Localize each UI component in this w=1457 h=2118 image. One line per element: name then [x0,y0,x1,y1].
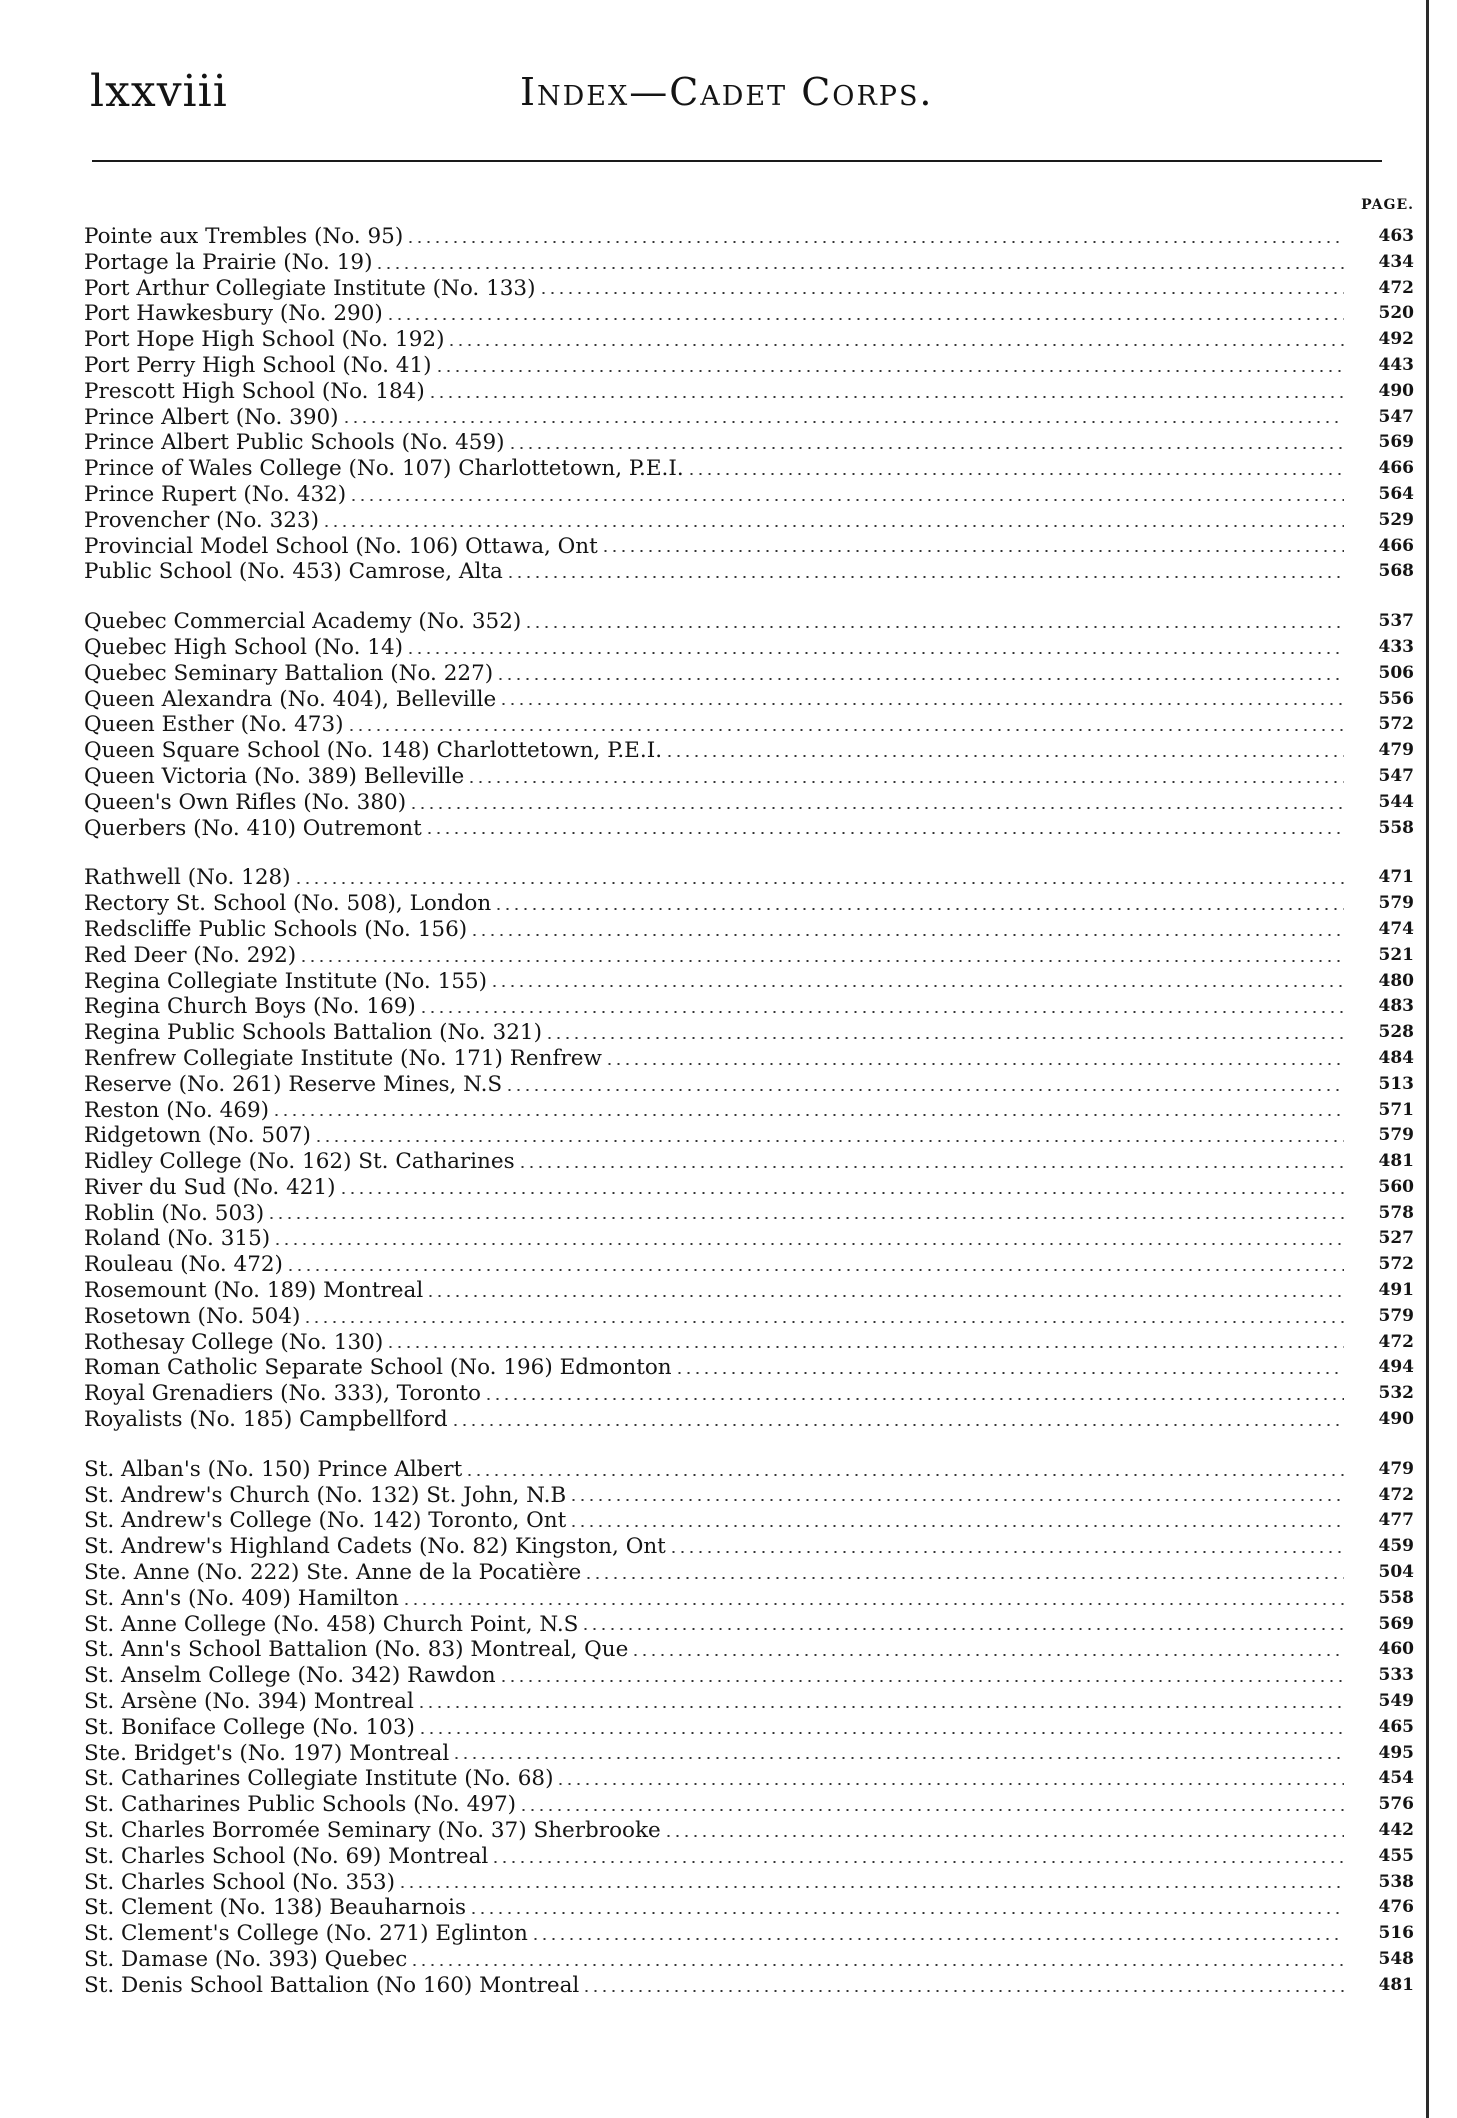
entry-name: Renfrew Collegiate Institute (No. 171) Renfrew [84,1045,602,1071]
dot-leader [582,1990,1344,1992]
dot-leader [375,267,1344,269]
dot-leader [484,1398,1344,1400]
entry-name: Port Hope High School (No. 192) [84,327,445,353]
entry-page-number: 521 [1378,944,1414,965]
entry-name: River du Sud (No. 421) [84,1174,336,1200]
dot-leader [342,421,1344,423]
entry-page-number: 472 [1378,277,1414,298]
dot-leader [435,370,1344,372]
dot-leader [303,1321,1344,1323]
index-entry [84,687,1414,713]
index-entry [84,1947,1414,1973]
entry-page-number: 460 [1378,1639,1414,1660]
index-entry [84,379,1414,405]
page-title: Index—Cadet Corps. [520,70,934,114]
entry-name: Rathwell (No. 128) [84,865,291,891]
dot-leader [669,1551,1344,1553]
entry-page-number: 572 [1378,1254,1414,1275]
entry-page-number: 576 [1378,1794,1414,1815]
entry-name: Prince Albert Public Schools (No. 459) [84,430,505,456]
entry-page-number: 527 [1378,1228,1414,1249]
index-entry [84,764,1414,790]
entry-name: Queen Esther (No. 473) [84,712,344,738]
index-entry [84,1973,1414,1999]
index-entry [84,1278,1414,1304]
entry-page-number: 472 [1378,1484,1414,1505]
entry-name: Regina Collegiate Institute (No. 155) [84,968,488,994]
entry-page-number: 532 [1378,1383,1414,1404]
index-group [84,865,1414,1433]
index-entry [84,430,1414,456]
index-entry [84,301,1414,327]
dot-leader [631,1654,1344,1656]
entry-page-number: 547 [1378,765,1414,786]
dot-leader [584,1577,1344,1579]
entry-page-number: 481 [1378,1974,1414,1995]
entry-name: Royal Grenadiers (No. 333), Toronto [84,1381,481,1407]
entry-page-number: 466 [1378,535,1414,556]
entry-name: St. Denis School Battalion (No 160) Montreal [84,1972,580,1998]
entry-name: Rectory St. School (No. 508), London [84,891,492,917]
entry-name: St. Andrew's Highland Cadets (No. 82) Kingston, Ont [84,1534,666,1560]
entry-name: Prescott High School (No. 184) [84,378,425,404]
index-entry [84,917,1414,943]
dot-leader [601,550,1344,552]
entry-page-number: 528 [1378,1022,1414,1043]
entry-page-number: 434 [1378,251,1414,272]
dot-leader [428,396,1344,398]
index-entry [84,1715,1414,1741]
dot-leader [410,1964,1344,1966]
dot-leader [386,318,1344,320]
index-entry [84,534,1414,560]
dot-leader [494,908,1344,910]
entry-name: Roblin (No. 503) [84,1200,265,1226]
entry-page-number: 579 [1378,1125,1414,1146]
entry-name: St. Alban's (No. 150) Prince Albert [84,1456,463,1482]
entry-name: Quebec Commercial Academy (No. 352) [84,609,522,635]
dot-leader [314,1140,1344,1142]
entry-name: St. Ann's School Battalion (No. 83) Montreal, Que [84,1637,629,1663]
index-entry [84,1689,1414,1715]
entry-page-number: 578 [1378,1202,1414,1223]
entry-page-number: 504 [1378,1562,1414,1583]
entry-page-number: 547 [1378,406,1414,427]
index-entry [84,969,1414,995]
index-entry [84,1201,1414,1227]
dot-leader [349,499,1344,501]
dot-leader [524,626,1344,628]
entry-page-number: 466 [1378,458,1414,479]
entry-name: Quebec Seminary Battalion (No. 227) [84,660,494,686]
entry-page-number: 479 [1378,740,1414,761]
index-entry [84,559,1414,585]
dot-leader [505,1089,1344,1091]
entry-page-number: 537 [1378,611,1414,632]
entry-page-number: 490 [1378,380,1414,401]
entry-name: St. Anne College (No. 458) Church Point, N.S [84,1611,579,1637]
entry-page-number: 538 [1378,1871,1414,1892]
dot-leader [664,1835,1344,1837]
index-entry [84,738,1414,764]
dot-leader [499,1680,1344,1682]
entry-page-number: 513 [1378,1073,1414,1094]
entry-name: Port Hawkesbury (No. 290) [84,301,383,327]
index-entry [84,1895,1414,1921]
entry-page-number: 506 [1378,662,1414,683]
dot-leader [491,1861,1344,1863]
entry-page-number: 495 [1378,1742,1414,1763]
index-entry [84,1046,1414,1072]
dot-leader [294,882,1344,884]
dot-leader [469,1912,1344,1914]
dot-leader [665,755,1344,757]
entry-page-number: 465 [1378,1716,1414,1737]
index-entry [84,1766,1414,1792]
index-entry [84,1175,1414,1201]
dot-leader [419,1011,1344,1013]
index-entry [84,1457,1414,1483]
entry-name: Queen Alexandra (No. 404), Belleville [84,686,497,712]
dot-leader [675,1372,1344,1374]
entry-name: Prince of Wales College (No. 107) Charlottetown, P.E.I. [84,456,684,482]
entry-page-number: 463 [1378,226,1414,246]
dot-leader [406,652,1344,654]
entry-name: St. Charles School (No. 69) Montreal [84,1843,489,1869]
dot-leader [499,703,1344,705]
dot-leader [447,344,1344,346]
index-entry [84,816,1414,842]
entry-page-number: 483 [1378,996,1414,1017]
index-entry [84,1508,1414,1534]
index-entry [84,1534,1414,1560]
dot-leader [490,985,1344,987]
entry-page-number: 549 [1378,1691,1414,1712]
entry-page-number: 516 [1378,1923,1414,1944]
index-entry [84,1330,1414,1356]
index-entry [84,508,1414,534]
dot-leader [398,1886,1344,1888]
entry-name: St. Catharines Collegiate Institute (No. 68) [84,1766,554,1792]
index-entry [84,790,1414,816]
dot-leader [406,241,1344,243]
index-entry [84,353,1414,379]
dot-leader [339,1192,1344,1194]
entry-page-number: 472 [1378,1331,1414,1352]
entry-name: Provincial Model School (No. 106) Ottawa, Ont [84,533,598,559]
index-list [84,224,1414,2023]
dot-leader [267,1217,1344,1219]
dot-leader [470,934,1344,936]
index-entry [84,1226,1414,1252]
entry-page-number: 548 [1378,1949,1414,1969]
index-entry [84,943,1414,969]
dot-leader [496,678,1344,680]
index-entry [84,1252,1414,1278]
index-group [84,609,1414,841]
index-entry [84,1612,1414,1638]
index-entry [84,1870,1414,1896]
entry-page-number: 569 [1378,432,1414,453]
dot-leader [687,473,1344,475]
entry-name: St. Ann's (No. 409) Hamilton [84,1585,399,1611]
entry-page-number: 560 [1378,1176,1414,1197]
dot-leader [518,1166,1344,1168]
index-entry [84,1663,1414,1689]
dot-leader [508,447,1344,449]
entry-name: St. Clement's College (No. 271) Eglinton [84,1921,528,1947]
index-entry [84,1741,1414,1767]
index-entry [84,1560,1414,1586]
entry-page-number: 476 [1378,1897,1414,1918]
entry-name: Ste. Anne (No. 222) Ste. Anne de la Pocatière [84,1560,582,1586]
dot-leader [539,292,1345,294]
index-entry [84,1123,1414,1149]
dot-leader [506,576,1344,578]
dot-leader [465,1474,1344,1476]
index-entry [84,1921,1414,1947]
index-entry [84,1844,1414,1870]
entry-name: St. Catharines Public Schools (No. 497) [84,1792,517,1818]
index-entry [84,1637,1414,1663]
entry-name: St. Anselm College (No. 342) Rawdon [84,1663,496,1689]
entry-page-number: 480 [1378,970,1414,991]
entry-page-number: 579 [1378,1305,1414,1326]
entry-name: Public School (No. 453) Camrose, Alta [84,559,503,585]
dot-leader [322,525,1344,527]
dot-leader [569,1525,1344,1527]
index-entry [84,994,1414,1020]
dot-leader [452,1757,1344,1759]
index-entry [84,1792,1414,1818]
entry-name: Port Arthur Collegiate Institute (No. 133) [84,275,536,301]
entry-page-number: 433 [1378,636,1414,657]
entry-page-number: 520 [1378,303,1414,324]
entry-page-number: 479 [1378,1458,1414,1479]
entry-name: Regina Church Boys (No. 169) [84,994,416,1020]
index-entry [84,1098,1414,1124]
index-entry [84,456,1414,482]
dot-leader [451,1424,1344,1426]
entry-page-number: 558 [1378,1587,1414,1608]
dot-leader [347,729,1344,731]
entry-name: Reserve (No. 261) Reserve Mines, N.S [84,1071,503,1097]
dot-leader [418,1732,1344,1734]
dot-leader [519,1809,1344,1811]
index-entry [84,276,1414,302]
dot-leader [273,1243,1344,1245]
index-entry [84,405,1414,431]
page-column-heading: PAGE. [1361,197,1414,213]
entry-page-number: 544 [1378,791,1414,812]
dot-leader [467,781,1344,783]
entry-page-number: 556 [1378,688,1414,709]
entry-name: Ste. Bridget's (No. 197) Montreal [84,1740,450,1766]
entry-page-number: 494 [1378,1357,1414,1378]
entry-name: St. Charles Borromée Seminary (No. 37) Sherbrooke [84,1818,661,1844]
index-entry [84,661,1414,687]
page-edge-line [1426,0,1429,2118]
index-entry [84,482,1414,508]
entry-name: Quebec High School (No. 14) [84,634,404,660]
entry-name: Prince Rupert (No. 432) [84,481,347,507]
entry-name: Red Deer (No. 292) [84,942,297,968]
entry-page-number: 571 [1378,1099,1414,1120]
entry-name: Ridley College (No. 162) St. Catharines [84,1149,515,1175]
entry-page-number: 474 [1378,918,1414,939]
index-entry [84,1483,1414,1509]
dot-leader [426,1295,1344,1297]
entry-name: Regina Public Schools Battalion (No. 321) [84,1020,542,1046]
entry-name: Prince Albert (No. 390) [84,404,339,430]
entry-page-number: 455 [1378,1845,1414,1866]
entry-name: Provencher (No. 323) [84,507,319,533]
index-group [84,224,1414,585]
index-entry [84,327,1414,353]
entry-name: St. Arsène (No. 394) Montreal [84,1689,414,1715]
entry-name: Rouleau (No. 472) [84,1252,283,1278]
index-entry [84,1072,1414,1098]
entry-name: Queen Victoria (No. 389) Belleville [84,763,465,789]
dot-leader [386,1346,1344,1348]
index-entry [84,865,1414,891]
entry-name: Rosetown (No. 504) [84,1303,301,1329]
index-entry [84,1020,1414,1046]
entry-page-number: 568 [1378,561,1414,582]
entry-page-number: 491 [1378,1280,1414,1301]
index-entry [84,224,1414,250]
dot-leader [286,1269,1344,1271]
entry-page-number: 558 [1378,817,1414,838]
index-entry [84,1818,1414,1844]
entry-name: Rothesay College (No. 130) [84,1329,384,1355]
dot-leader [569,1499,1344,1501]
entry-page-number: 471 [1378,867,1414,888]
dot-leader [402,1603,1344,1605]
dot-leader [299,960,1344,962]
dot-leader [425,832,1344,834]
index-entry [84,1407,1414,1433]
entry-name: St. Andrew's Church (No. 132) St. John, N.B [84,1482,567,1508]
dot-leader [272,1114,1344,1116]
entry-name: Pointe aux Trembles (No. 95) [84,224,404,249]
index-entry [84,609,1414,635]
entry-name: Port Perry High School (No. 41) [84,352,432,378]
entry-page-number: 477 [1378,1510,1414,1531]
index-entry [84,712,1414,738]
index-entry [84,1586,1414,1612]
entry-name: Portage la Prairie (No. 19) [84,249,373,275]
index-entry [84,635,1414,661]
entry-name: Roman Catholic Separate School (No. 196) Edmonton [84,1355,672,1381]
entry-name: St. Boniface College (No. 103) [84,1714,415,1740]
index-entry [84,250,1414,276]
dot-leader [545,1037,1344,1039]
entry-name: Queen's Own Rifles (No. 380) [84,789,407,815]
entry-page-number: 529 [1378,509,1414,530]
index-group [84,1457,1414,1999]
entry-page-number: 569 [1378,1613,1414,1634]
entry-page-number: 490 [1378,1409,1414,1430]
dot-leader [581,1628,1344,1630]
entry-page-number: 484 [1378,1047,1414,1068]
entry-name: Reston (No. 469) [84,1097,270,1123]
entry-name: Ridgetown (No. 507) [84,1123,311,1149]
entry-name: St. Clement (No. 138) Beauharnois [84,1895,467,1921]
index-entry [84,891,1414,917]
dot-leader [531,1938,1344,1940]
entry-page-number: 443 [1378,354,1414,375]
entry-name: Rosemount (No. 189) Montreal [84,1278,424,1304]
entry-name: St. Damase (No. 393) Quebec [84,1947,408,1972]
index-entry [84,1355,1414,1381]
dot-leader [409,807,1344,809]
entry-page-number: 459 [1378,1536,1414,1557]
page-number: lxxviii [90,66,228,117]
entry-name: St. Andrew's College (No. 142) Toronto, Ont [84,1508,567,1534]
entry-name: Royalists (No. 185) Campbellford [84,1407,448,1433]
entry-page-number: 492 [1378,329,1414,350]
entry-page-number: 533 [1378,1665,1414,1686]
entry-page-number: 481 [1378,1151,1414,1172]
entry-name: St. Charles School (No. 353) [84,1869,395,1895]
entry-name: Querbers (No. 410) Outremont [84,815,422,841]
entry-name: Redscliffe Public Schools (No. 156) [84,916,468,942]
dot-leader [556,1783,1344,1785]
entry-name: Roland (No. 315) [84,1226,271,1252]
index-entry [84,1149,1414,1175]
entry-name: Queen Square School (No. 148) Charlottetown, P.E.I. [84,738,663,764]
dot-leader [417,1706,1344,1708]
header-rule [92,160,1382,162]
entry-page-number: 572 [1378,714,1414,735]
dot-leader [605,1063,1344,1065]
index-entry [84,1381,1414,1407]
index-entry [84,1304,1414,1330]
entry-page-number: 442 [1378,1820,1414,1841]
entry-page-number: 564 [1378,483,1414,504]
entry-page-number: 454 [1378,1768,1414,1789]
entry-page-number: 579 [1378,893,1414,914]
